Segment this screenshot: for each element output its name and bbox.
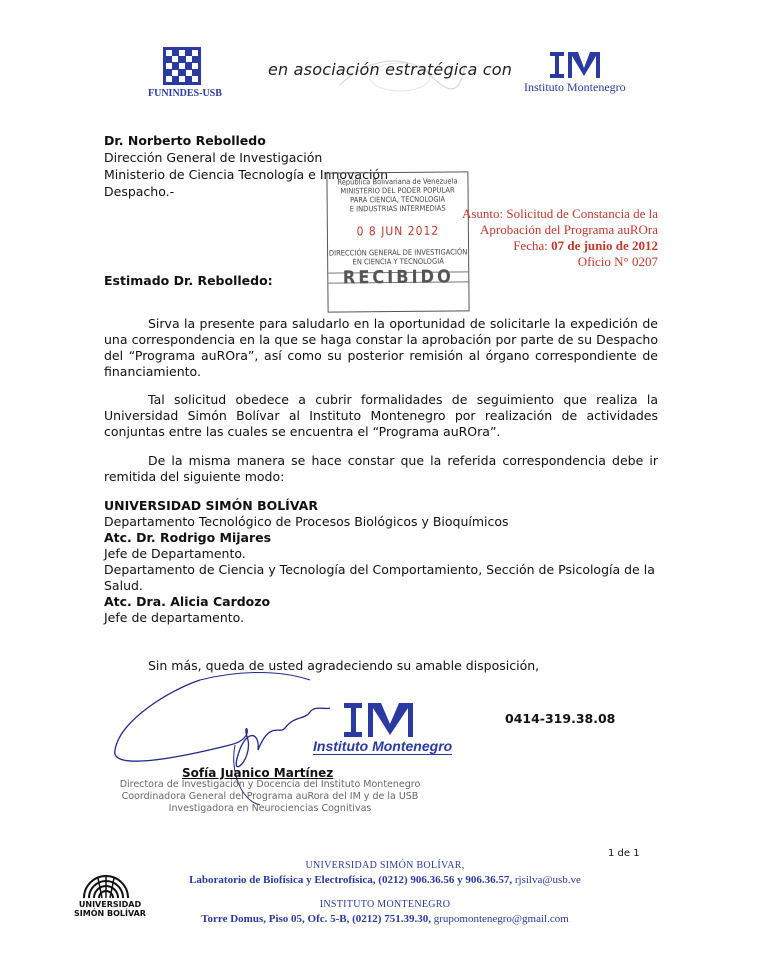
subject-date-value: 07 de junio de 2012: [551, 238, 658, 253]
signer-title-1: Directora de Investigación y Docencia del Instituto Montenegro: [119, 779, 421, 790]
recipient-name: Dr. Norberto Rebolledo: [104, 133, 266, 148]
stamp-line-1: República Bolivariana de Venezuela: [337, 176, 458, 187]
body-paragraph-2: Tal solicitud obedece a cubrir formalidades de seguimiento que realiza la Universidad Simón Bolívar al Instituto Montenegro por realización de actividades conjuntas entre las cuales se encuentra el “Programa auROra”.: [104, 392, 658, 439]
footer-email-1: rjsilva@usb.ve: [514, 874, 581, 886]
recipient-line-3: Despacho.-: [104, 184, 175, 199]
address-role-2: Jefe de departamento.: [104, 610, 245, 625]
stamp-received: RECIBIDO: [328, 271, 468, 283]
salutation: Estimado Dr. Rebolledo:: [104, 273, 273, 288]
body-paragraph-3: De la misma manera se hace constar que la referida correspondencia debe ir remitida del siguiente modo:: [104, 453, 658, 484]
signature-im-label: Instituto Montenegro: [313, 738, 453, 754]
recipient-line-2: Ministerio de Ciencia Tecnología e Innovación: [104, 167, 389, 182]
stamp-date: 0 8 JUN 2012: [356, 223, 440, 239]
subject-block: [440, 206, 658, 270]
body-paragraph-1: Sirva la presente para saludarlo en la oportunidad de solicitarle la expedición de una correspondencia en la que se haga constar la aprobación por parte de su Despacho del “Programa auROra”, así como su posterior remisión al órgano correspondiente de financiamiento.: [104, 316, 658, 379]
signer-title-3: Investigadora en Neurociencias Cognitivas: [168, 803, 372, 814]
address-role-1: Jefe de Departamento.: [104, 546, 246, 561]
stamp-line-4: E INDUSTRIAS INTERMEDIAS: [349, 203, 446, 214]
instituto-montenegro-label: Instituto Montenegro: [524, 80, 626, 94]
usb-logo: [80, 864, 132, 900]
stamp-line-6: EN CIENCIA Y TECNOLOGIA: [352, 256, 444, 267]
address-dept-1: Departamento Tecnológico de Procesos Biológicos y Bioquímicos: [104, 514, 509, 529]
signer-name: Sofía Juanico Martínez: [182, 766, 334, 780]
subject-office: Oficio N° 0207: [577, 254, 658, 269]
footer-line-4: [170, 913, 600, 925]
footer-line-3: INSTITUTO MONTENEGRO: [319, 899, 451, 910]
footer-line-2: [170, 874, 600, 886]
address-dept-2: Departamento de Ciencia y Tecnología del Comportamiento, Sección de Psicología de la Salud.: [104, 562, 655, 593]
subject-date-label: Fecha:: [513, 238, 548, 253]
footer-email-2: grupomontenegro@gmail.com: [433, 913, 569, 925]
footer-line-1: UNIVERSIDAD SIMÓN BOLÍVAR,: [305, 860, 465, 871]
address-block: [104, 498, 664, 626]
signer-title-2: Coordinadora General del Programa auRora del IM y de la USB: [121, 791, 419, 802]
funindes-label: FUNINDES-USB: [148, 88, 222, 99]
phone-number: 0414-319.38.08: [505, 711, 616, 726]
stamp-line-2: MINISTERIO DEL PODER POPULAR: [340, 185, 455, 196]
stamp-line-3: PARA CIENCIA, TECNOLOGIA: [350, 194, 446, 205]
stamp-line-5: DIRECCIÓN GENERAL DE INVESTIGACIÓN: [328, 247, 468, 258]
recipient-line-1: Dirección General de Investigación: [104, 150, 323, 165]
subject-line-1: Asunto: Solicitud de Constancia de la: [461, 206, 658, 221]
usb-label: [70, 900, 150, 918]
instituto-montenegro-logo: [548, 50, 604, 80]
footer-line-2-text: Laboratorio de Biofísica y Electrofísica, (0212) 906.36.56 y 906.36.57,: [189, 874, 513, 886]
funindes-logo: [163, 47, 201, 85]
address-org: UNIVERSIDAD SIMÓN BOLÍVAR: [104, 498, 318, 513]
footer-line-4-text: Torre Domus, Piso 05, Ofc. 5-B, (0212) 751.39.30,: [201, 913, 431, 925]
signer-titles: [100, 779, 440, 815]
usb-label-2: SIMÓN BOLÍVAR: [74, 909, 146, 918]
address-attn-1: Atc. Dr. Rodrigo Mijares: [104, 530, 272, 545]
address-attn-2: Atc. Dra. Alicia Cardozo: [104, 594, 271, 609]
subject-date: [440, 238, 658, 254]
closing-line: Sin más, queda de usted agradeciendo su amable disposición,: [148, 658, 540, 673]
usb-label-1: UNIVERSIDAD: [78, 900, 142, 909]
subject-line-2: Aprobación del Programa auROra: [480, 222, 658, 237]
partnership-text: en asociación estratégica con: [268, 60, 513, 79]
page-number: 1 de 1: [608, 848, 640, 859]
